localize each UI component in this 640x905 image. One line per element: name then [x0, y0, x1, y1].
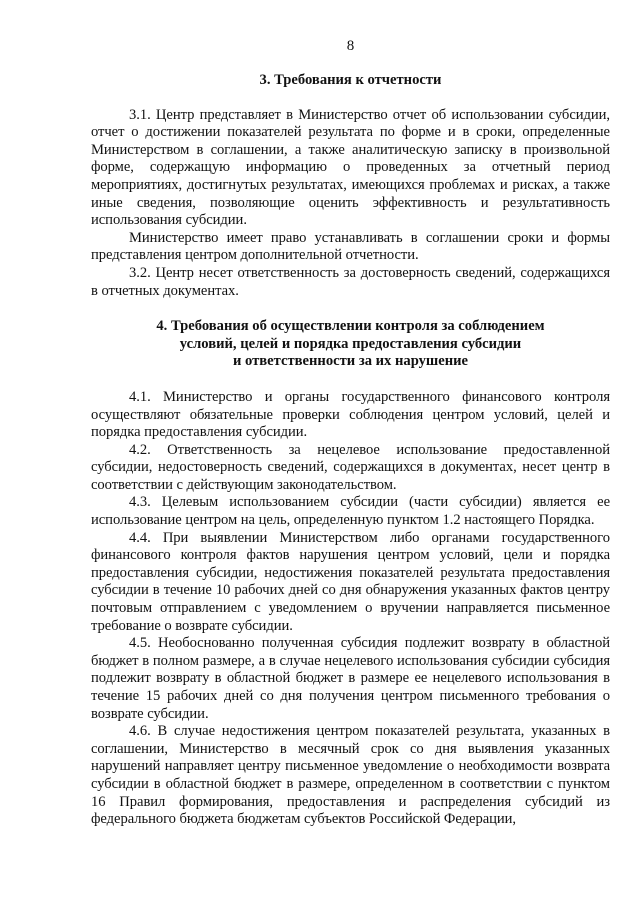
paragraph-4-6: 4.6. В случае недостижения центром показателей результата, указанных в соглашении, Министерство в месячный срок со дня выявления указанных нарушений направляет центру письменное уведомление о необходимости возврата субсидии в областной бюджет в размере, определенном в соответствии с пунктом 16 Правил формирования, предоставления и распределения субсидий из федерального бюджета бюджетам субъектов Российской Федерации, [91, 723, 610, 828]
paragraph-3-1-addendum: Министерство имеет право устанавливать в соглашении сроки и формы представления центром дополнительной отчетности. [91, 229, 610, 264]
section-4-title-line-3: и ответственности за их нарушение [232, 353, 469, 370]
section-4-title [91, 318, 610, 371]
section-4-title-line-2: условий, целей и порядка предоставления субсидии [179, 335, 522, 352]
paragraph-3-2: 3.2. Центр несет ответственность за достоверность сведений, содержащихся в отчетных документах. [91, 264, 610, 299]
page-number: 8 [346, 38, 355, 54]
document-page [91, 37, 610, 829]
paragraph-4-2: 4.2. Ответственность за нецелевое использование предоставленной субсидии, недостоверность сведений, содержащихся в документах, несет центр в соответствии с действующим законодательством. [91, 441, 610, 493]
paragraph-3-1: 3.1. Центр представляет в Министерство отчет об использовании субсидии, отчет о достижении показателей результата по форме и в сроки, определенные Министерством в соглашении, а также аналитическую записку в произвольной форме, содержащую информацию о проведенных за отчетный период мероприятиях, достигнутых результатах, имеющихся проблемах и рисках, а также иные сведения, позволяющие оценить эффективность и результативность использования субсидии. [91, 106, 610, 229]
section-3-title: 3. Требования к отчетности [259, 72, 442, 88]
section-4-title-line-1: 4. Требования об осуществлении контроля за соблюдением [156, 318, 545, 335]
paragraph-4-3: 4.3. Целевым использованием субсидии (части субсидии) является ее использование центром на цель, определенную пунктом 1.2 настоящего Порядка. [91, 494, 610, 529]
paragraph-4-1: 4.1. Министерство и органы государственного финансового контроля осуществляют обязательные проверки соблюдения центром условий, целей и порядка предоставления субсидии. [91, 388, 610, 441]
paragraph-4-5: 4.5. Необоснованно полученная субсидия подлежит возврату в областной бюджет в полном размере, а в случае нецелевого использования субсидии субсидия подлежит возврату в областной бюджет в размере ее нецелевого использования в течение 15 рабочих дней со дня получения центром письменного требования о возврате субсидии. [91, 635, 610, 722]
paragraph-4-4: 4.4. При выявлении Министерством либо органами государственного финансового контроля фактов нарушения центром условий, цели и порядка предоставления субсидии, недостижения показателей результата предоставления субсидии в течение 10 рабочих дней со дня обнаружения указанных фактов центру почтовым отправлением с уведомлением о вручении направляется письменное требование о возврате субсидии. [91, 529, 610, 634]
